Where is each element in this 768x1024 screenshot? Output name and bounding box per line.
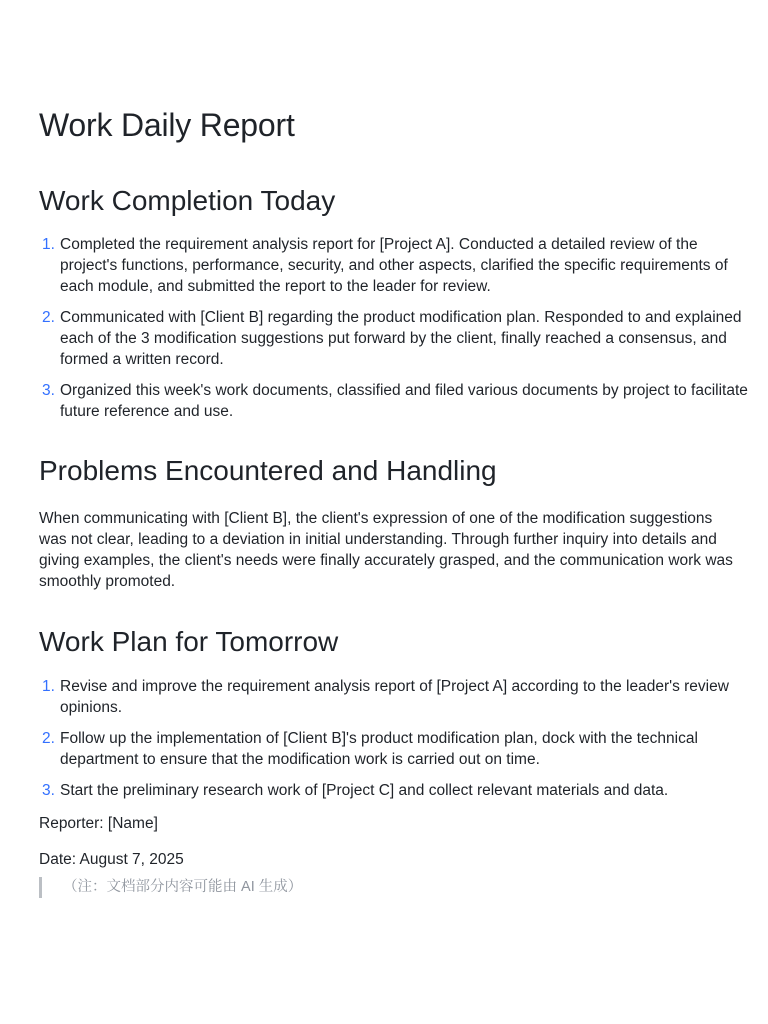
list-number: 3. [42,782,55,799]
section-heading-problems: Problems Encountered and Handling [39,455,497,486]
list-number: 1. [42,678,55,695]
list-item [39,728,755,770]
list-number: 1. [42,236,55,253]
list-item [39,780,755,801]
today-list [39,234,755,432]
section-heading-today: Work Completion Today [39,185,336,216]
list-item [39,307,755,370]
list-item [39,676,755,718]
list-item-text: Follow up the implementation of [Client B]'s product modification plan, dock with the technical department to ensure that the modification work is carried out on time. [60,730,698,768]
problems-paragraph: When communicating with [Client B], the client's expression of one of the modification suggestions was not clear, leading to a deviation in initial understanding. Through further inquiry into details and giving examples, the client's needs were finally accurately grasped, and the communication work was smoothly promoted. [39,510,733,590]
document-title: Work Daily Report [39,107,295,143]
reporter-line: Reporter: [Name] [39,815,158,832]
list-item-text: Revise and improve the requirement analysis report of [Project A] according to the leader's review opinions. [60,678,729,716]
list-number: 2. [42,730,55,747]
section-heading-tomorrow: Work Plan for Tomorrow [39,626,339,657]
ai-note-quote: （注：文档部分内容可能由 AI 生成） [39,877,302,898]
list-item [39,380,755,422]
list-item-text: Start the preliminary research work of [Project C] and collect relevant materials and data. [60,782,669,799]
list-item-text: Communicated with [Client B] regarding the product modification plan. Responded to and explained each of the 3 modification suggestions put forward by the client, finally reached a consensus, and formed a written record. [60,309,742,368]
list-number: 3. [42,382,55,399]
list-item-text: Organized this week's work documents, classified and filed various documents by project to facilitate future reference and use. [60,382,748,420]
list-item-text: Completed the requirement analysis report for [Project A]. Conducted a detailed review of the project's functions, performance, security, and other aspects, clarified the specific requirements of each module, and submitted the report to the leader for review. [60,236,728,295]
tomorrow-list [39,676,755,811]
date-line: Date: August 7, 2025 [39,851,184,868]
list-item [39,234,755,297]
list-number: 2. [42,309,55,326]
